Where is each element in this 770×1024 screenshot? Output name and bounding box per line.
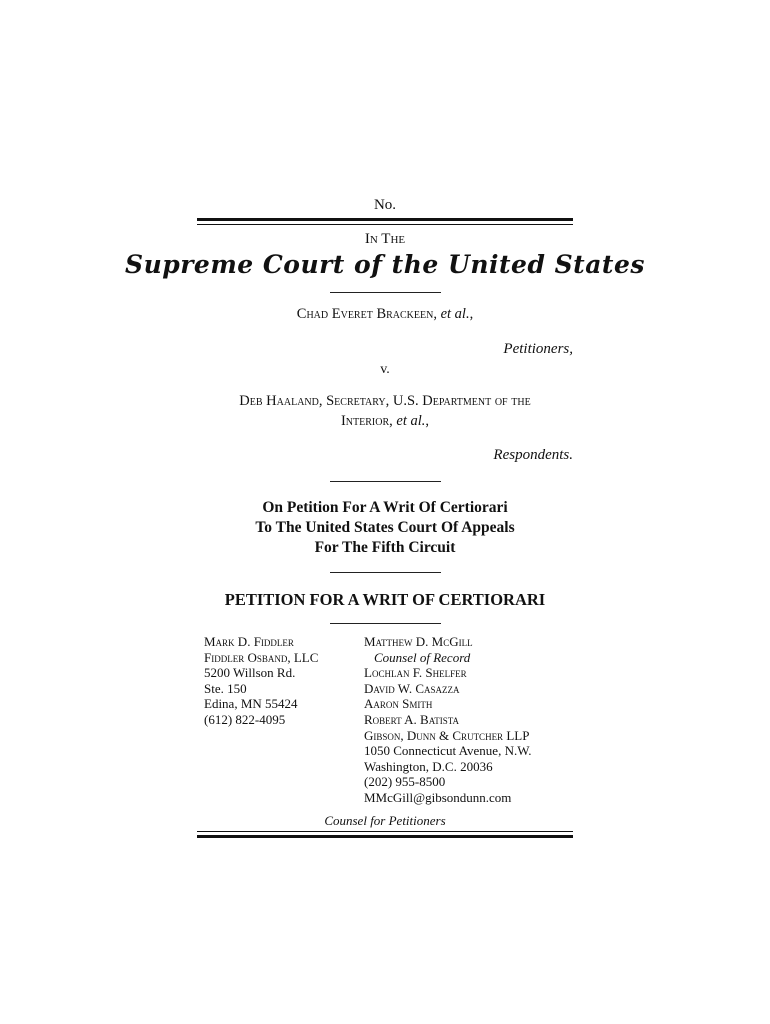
writ-line-2: To The United States Court Of Appeals (255, 519, 515, 536)
counsel-phone: (202) 955-8500 (364, 774, 446, 790)
counsel-address: 1050 Connecticut Avenue, N.W. (364, 743, 532, 759)
counsel-name: Mark D. Fiddler (204, 634, 294, 649)
respondent-comma: , (425, 413, 430, 429)
top-rule-thick (197, 218, 573, 221)
bottom-rule-thin (197, 831, 573, 832)
counsel-city: Edina, MN 55424 (204, 696, 298, 712)
divider (330, 623, 441, 624)
court-prefix: In The (364, 231, 406, 247)
docket-number: No. (373, 197, 397, 213)
counsel-email: MMcGill@gibsondunn.com (364, 789, 512, 805)
counsel-name: Lochlan F. Shelfer (364, 665, 467, 681)
counsel-firm: Fiddler Osband, LLC (204, 649, 319, 665)
counsel-of-record: Counsel of Record (374, 649, 471, 665)
counsel-name: Robert A. Batista (364, 711, 460, 727)
petitioner-etal: et al. (440, 306, 470, 322)
divider (330, 292, 441, 293)
divider (330, 572, 441, 573)
versus: v. (380, 362, 390, 377)
counsel-left (204, 634, 318, 728)
petitioners-role: Petitioners, (503, 341, 573, 357)
divider (330, 481, 441, 482)
document-title: PETITION FOR A WRIT OF CERTIORARI (224, 590, 546, 609)
respondent-line-2 (0, 413, 770, 430)
top-rule-thin (197, 224, 573, 225)
writ-line-3: For The Fifth Circuit (314, 539, 456, 556)
counsel-right (364, 634, 532, 806)
petitioner-line: Chad Everet Brackeen, et al., (296, 306, 474, 322)
respondent-agency: Interior, (340, 413, 393, 429)
petitioner-comma: , (469, 306, 474, 322)
counsel-name: Aaron Smith (364, 696, 433, 712)
counsel-city: Washington, D.C. 20036 (364, 758, 493, 774)
counsel-name: Matthew D. McGill (364, 634, 473, 649)
bottom-rule-thick (197, 835, 573, 838)
counsel-firm: Gibson, Dunn & Crutcher LLP (364, 727, 530, 743)
counsel-name: David W. Casazza (364, 680, 460, 696)
respondents-role: Respondents. (493, 447, 573, 463)
petitioner-name: Chad Everet Brackeen (296, 306, 434, 322)
respondent-line-1: Deb Haaland, Secretary, U.S. Department of the (239, 393, 531, 409)
respondent-etal: et al. (396, 413, 426, 429)
counsel-phone: (612) 822-4095 (204, 711, 286, 727)
footer-role: Counsel for Petitioners (324, 813, 446, 828)
court-name: Supreme Court of the United States (125, 250, 645, 279)
counsel-address: 5200 Willson Rd. (204, 665, 296, 681)
writ-line-1: On Petition For A Writ Of Certiorari (262, 499, 508, 516)
counsel-address: Ste. 150 (204, 680, 247, 696)
